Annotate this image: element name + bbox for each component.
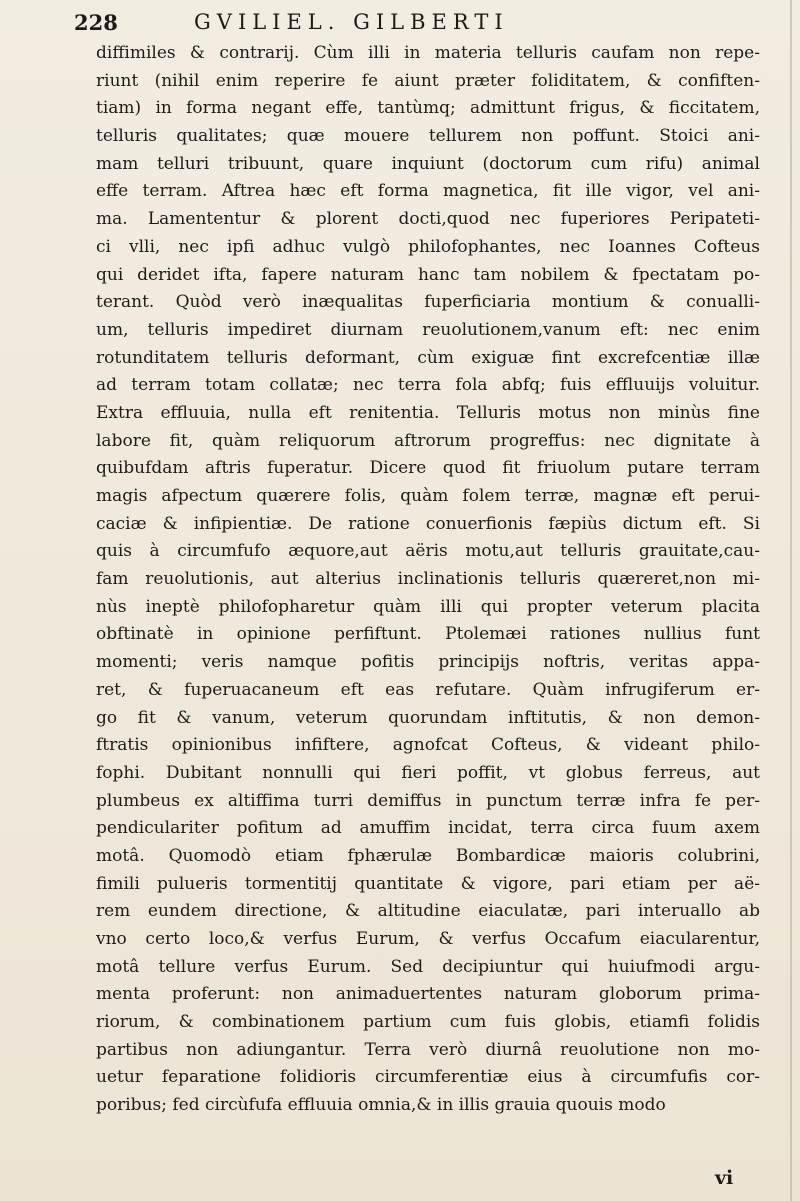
text-line: tiam) in forma negant effe, tantùmq; admittunt frigus, & ficcitatem, <box>96 98 760 119</box>
text-line: ci vlli, nec ipfi adhuc vulgò philofophantes, nec Ioannes Cofteus <box>96 236 760 257</box>
running-title: GVILIEL. GILBERTI <box>194 10 509 34</box>
text-line: rotunditatem telluris deformant, cùm exiguæ fint excrefcentiæ illæ <box>96 347 760 368</box>
text-line: riunt (nihil enim reperire fe aiunt præter foliditatem, & confiften- <box>96 70 760 91</box>
text-line: obftinatè in opinione perfiftunt. Ptolemæi rationes nullius funt <box>96 624 760 645</box>
body-text <box>96 40 760 1120</box>
text-line: partibus non adiungantur. Terra verò diurnâ reuolutione non mo- <box>96 1039 760 1060</box>
text-line: terant. Quòd verò inæqualitas fuperficiaria montium & conualli- <box>96 292 760 313</box>
text-line: ad terram totam collatæ; nec terra fola abfq; fuis effluuijs voluitur. <box>96 375 760 396</box>
text-line: effe terram. Aftrea hæc eft forma magnetica, fit ille vigor, vel ani- <box>96 181 760 202</box>
text-line: Extra effluuia, nulla eft renitentia. Telluris motus non minùs fine <box>96 402 760 423</box>
text-line: ret, & fuperuacaneum eft eas refutare. Quàm infrugiferum er- <box>96 679 760 700</box>
text-line: rem eundem directione, & altitudine eiaculatæ, pari interuallo ab <box>96 901 760 922</box>
text-line: riorum, & combinationem partium cum fuis globis, etiamfi folidis <box>96 1012 760 1033</box>
text-line: ftratis opinionibus infiftere, agnofcat Cofteus, & videant philo- <box>96 735 760 756</box>
text-line: go fit & vanum, veterum quorundam inftitutis, & non demon- <box>96 707 760 728</box>
text-line: um, telluris impediret diurnam reuolutionem,vanum eft: nec enim <box>96 319 760 340</box>
text-line: vno certo loco,& verfus Eurum, & verfus Occafum eiacularentur, <box>96 929 760 949</box>
text-line: diffimiles & contrarij. Cùm illi in materia telluris caufam non repe- <box>96 43 760 63</box>
text-line: caciæ & infipientiæ. De ratione conuerfionis fæpiùs dictum eft. Si <box>96 513 760 534</box>
text-line: motâ. Quomodò etiam fphærulæ Bombardicæ maioris colubrini, <box>96 845 760 866</box>
text-line: telluris qualitates; quæ mouere tellurem non poffunt. Stoici ani- <box>96 126 760 147</box>
text-line: plumbeus ex altiffima turri demiffus in punctum terræ infra fe per- <box>96 790 760 811</box>
text-line: uetur feparatione folidioris circumferentiæ eius à circumfufis cor- <box>96 1067 760 1088</box>
catchword: vi <box>715 1167 734 1189</box>
text-line: nùs ineptè philofopharetur quàm illi qui propter veterum placita <box>96 596 760 617</box>
text-line: fimili pulueris tormentitij quantitate & vigore, pari etiam per aë- <box>96 873 760 894</box>
page-number: 228 <box>74 10 118 35</box>
text-line: fophi. Dubitant nonnulli qui fieri poffit, vt globus ferreus, aut <box>96 762 760 783</box>
text-line: magis afpectum quærere folis, quàm folem terræ, magnæ eft perui- <box>96 486 760 506</box>
text-line: motâ tellure verfus Eurum. Sed decipiuntur qui huiufmodi argu- <box>96 956 760 977</box>
page-edge <box>790 0 792 1201</box>
text-line: poribus; fed circùfufa effluuia omnia,& in illis grauia quouis modo <box>96 1095 666 1116</box>
text-line: labore fit, quàm reliquorum aftrorum progreffus: nec dignitate à <box>96 430 760 451</box>
text-line: quibufdam aftris fuperatur. Dicere quod fit friuolum putare terram <box>96 458 760 479</box>
text-line: mam telluri tribuunt, quare inquiunt (doctorum cum rifu) animal <box>96 153 760 174</box>
text-line: menta proferunt: non animaduertentes naturam globorum prima- <box>96 984 760 1005</box>
text-line: momenti; veris namque pofitis principijs noftris, veritas appa- <box>96 652 760 673</box>
text-line: fam reuolutionis, aut alterius inclinationis telluris quæreret,non mi- <box>96 569 760 590</box>
text-line: qui deridet ifta, fapere naturam hanc tam nobilem & fpectatam po- <box>96 264 760 285</box>
text-line: ma. Lamententur & plorent docti,quod nec fuperiores Peripateti- <box>96 209 760 230</box>
text-line: quis à circumfufo æquore,aut aëris motu,aut telluris grauitate,cau- <box>96 541 760 562</box>
text-line: pendiculariter pofitum ad amuffim incidat, terra circa fuum axem <box>96 818 760 839</box>
